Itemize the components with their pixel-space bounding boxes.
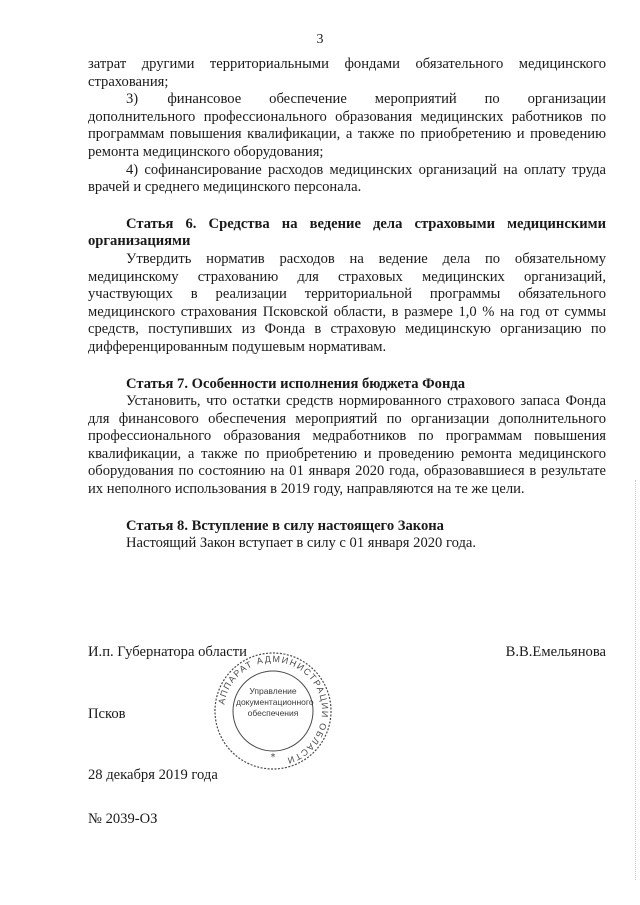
page-number: 3 (316, 32, 324, 47)
article-7-heading: Статья 7. Особенности исполнения бюджета Фонда (126, 375, 466, 392)
article-8-body: Настоящий Закон вступает в силу с 01 января 2020 года. (126, 535, 477, 552)
paragraph-item-3: 3) финансовое обеспечение мероприятий по организации дополнительного профессионального образования медицинских работников по программам повышения квалификации, а также по приобретению и проведению ремонта медицинского оборудования; (88, 91, 606, 160)
article-8-heading: Статья 8. Вступление в силу настоящего Закона (126, 517, 444, 534)
document-date: 28 декабря 2019 года (88, 767, 218, 783)
article-6-body: Утвердить норматив расходов на ведение дела по обязательному медицинскому страхованию для страховых медицинских организаций, участвующих в реализации территориальной программы обязательного медицинского страхования Псковской области, в размере 1,0 % на год от суммы средств, поступивших из Фонда в страховую медицинскую организацию по дифференцированным подушевым нормативам. (88, 250, 606, 355)
official-stamp (212, 650, 334, 772)
svg-text:АППАРАТ АДМИНИСТРАЦИИ ОБЛАСТИ: АППАРАТ АДМИНИСТРАЦИИ ОБЛАСТИ (216, 653, 331, 767)
document-body (88, 56, 606, 553)
stamp-center-text: Управление документационного обеспечения (236, 686, 314, 718)
signatory-name: В.В.Емельянова (505, 644, 606, 660)
article-6-heading: Статья 6. Средства на ведение дела страховыми медицинскими организациями (88, 215, 606, 250)
signatory-position: И.п. Губернатора области (88, 644, 247, 660)
paragraph-item-4: 4) софинансирование расходов медицинских организаций на оплату труда врачей и среднего медицинского персонала. (88, 161, 606, 196)
law-number: № 2039-ОЗ (88, 811, 158, 827)
article-7-body: Установить, что остатки средств нормированного страхового запаса Фонда для финансового обеспечения мероприятий по организации дополнительного профессионального образования медработников по программам повышения квалификации, а также по приобретению и проведению ремонта медицинского оборудования по состоянию на 01 января 2020 года, образовавшиеся в результате их неполного использования в 2019 году, направляются на те же цели. (88, 393, 606, 498)
paragraph-continuation: затрат другими территориальными фондами обязательного медицинского страхования; (88, 56, 606, 90)
margin-dotted-line (634, 480, 636, 880)
city: Псков (88, 706, 126, 722)
svg-text:*: * (270, 752, 276, 763)
